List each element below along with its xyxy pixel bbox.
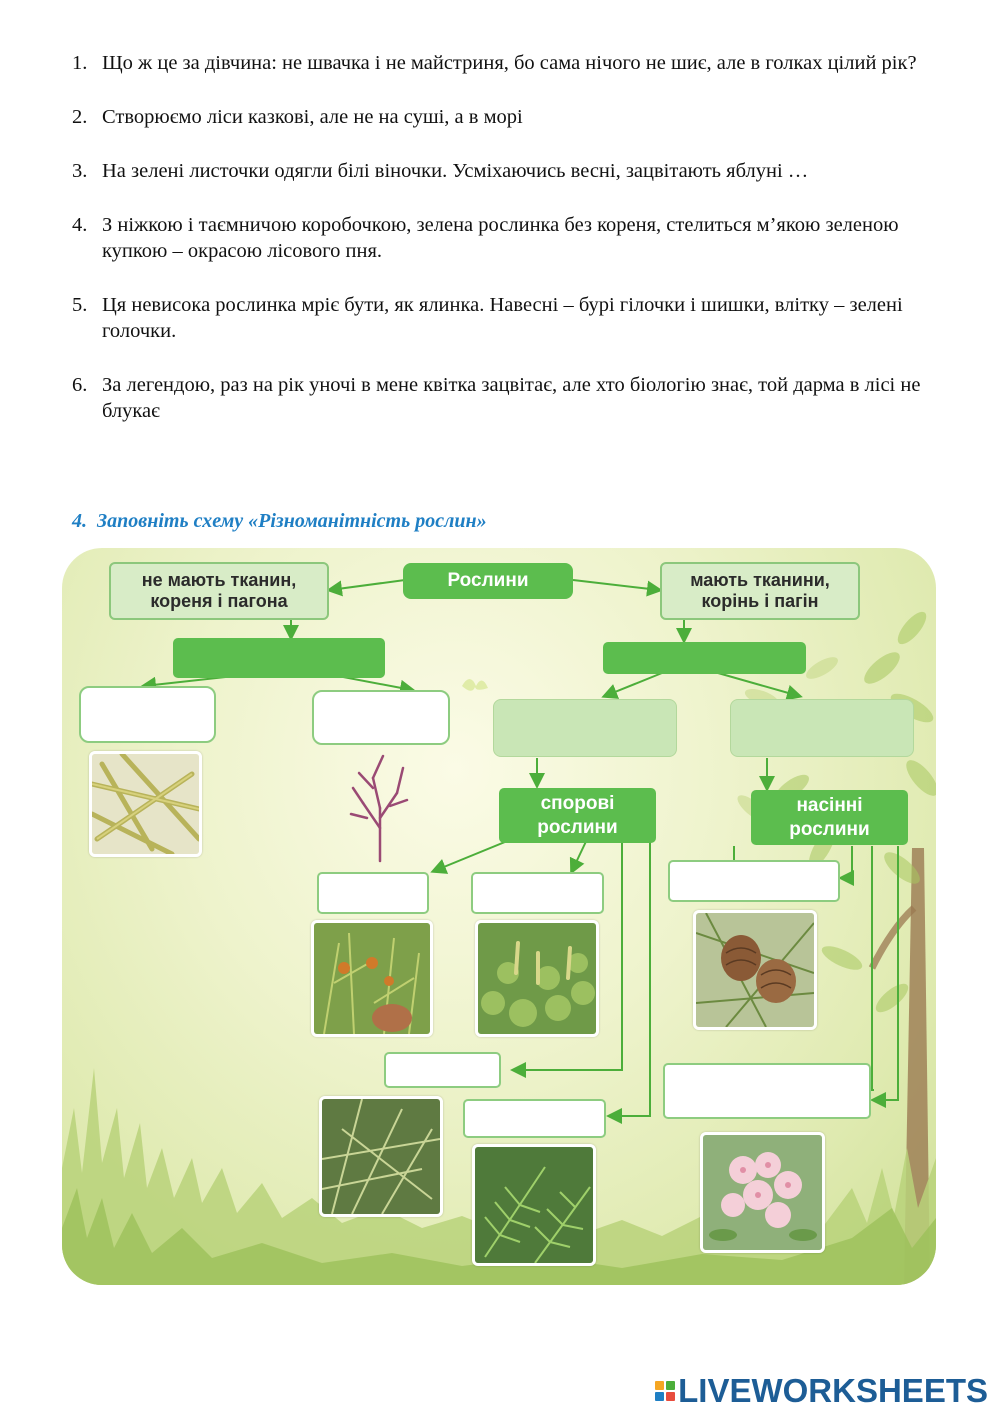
riddle-text: Ця невисока рослинка мріє бути, як ялинка. Навесні – бурі гілочки і шишки, влітку – зелені голочки. [102, 294, 903, 342]
riddle-item [72, 212, 952, 264]
answer-box-higher-2[interactable] [730, 699, 914, 757]
riddle-item [72, 372, 952, 424]
answer-box-algae-2[interactable] [312, 690, 450, 745]
pine-cones-photo [693, 910, 817, 1030]
riddle-item [72, 158, 952, 184]
riddle-text: За легендою, раз на рік уночі в мене квітка зацвітає, але хто біологію знає, той дарма в лісі не блукає [102, 374, 921, 422]
answer-box-seed-2[interactable] [663, 1063, 871, 1119]
answer-box-spore-4[interactable] [463, 1099, 606, 1138]
answer-box-higher-1[interactable] [493, 699, 677, 757]
node-seed-plants: насінні рослини [751, 790, 908, 845]
riddle-number: 6. [72, 374, 88, 396]
horsetail-photo [319, 1096, 443, 1217]
riddle-number: 2. [72, 106, 88, 128]
task-number: 4. [72, 510, 87, 532]
riddle-number: 3. [72, 160, 88, 182]
plant-diversity-scheme [62, 548, 936, 1285]
branch-with-tissues: мають тканини, корінь і пагін [660, 562, 860, 620]
riddle-text: Що ж це за дівчина: не швачка і не майстриня, бо сама нічого не шиє, але в голках цілий рік? [102, 52, 917, 74]
task-title [72, 510, 487, 533]
answer-box-algae-1[interactable] [79, 686, 216, 743]
apple-blossom-photo [700, 1132, 825, 1253]
riddle-number: 1. [72, 52, 88, 74]
algae-filament-photo [89, 751, 202, 857]
riddle-item [72, 292, 952, 344]
answer-box-spore-3[interactable] [384, 1052, 501, 1088]
liveworksheets-logo [655, 1372, 988, 1410]
clubmoss-photo [475, 920, 599, 1037]
answer-box-lower-plants[interactable] [173, 638, 385, 678]
answer-box-spore-1[interactable] [317, 872, 429, 914]
riddle-text: З ніжкою і таємничою коробочкою, зелена рослинка без кореня, стелиться м’якою зеленою купкою – окрасою лісового пня. [102, 214, 899, 262]
root-node-plants: Рослини [403, 563, 573, 599]
riddle-text: На зелені листочки одягли білі віночки. Усміхаючись весні, зацвітають яблуні … [102, 160, 809, 182]
answer-box-higher-plants[interactable] [603, 642, 806, 674]
moss-photo [311, 920, 433, 1037]
fern-photo [472, 1144, 596, 1266]
riddle-item [72, 104, 952, 130]
logo-text: LIVEWORKSHEETS [678, 1372, 988, 1409]
logo-mark-icon [655, 1381, 675, 1401]
seaweed-photo [345, 748, 415, 863]
riddle-number: 5. [72, 294, 88, 316]
answer-box-spore-2[interactable] [471, 872, 604, 914]
answer-box-seed-1[interactable] [668, 860, 840, 902]
riddle-list [72, 50, 952, 452]
node-spore-plants: спорові рослини [499, 788, 656, 843]
riddle-item [72, 50, 952, 76]
riddle-text: Створюємо ліси казкові, але не на суші, а в морі [102, 106, 523, 128]
task-title-text: Заповніть схему «Різноманітність рослин» [97, 510, 487, 532]
branch-no-tissues: не мають тканин, кореня і пагона [109, 562, 329, 620]
riddle-number: 4. [72, 214, 88, 236]
